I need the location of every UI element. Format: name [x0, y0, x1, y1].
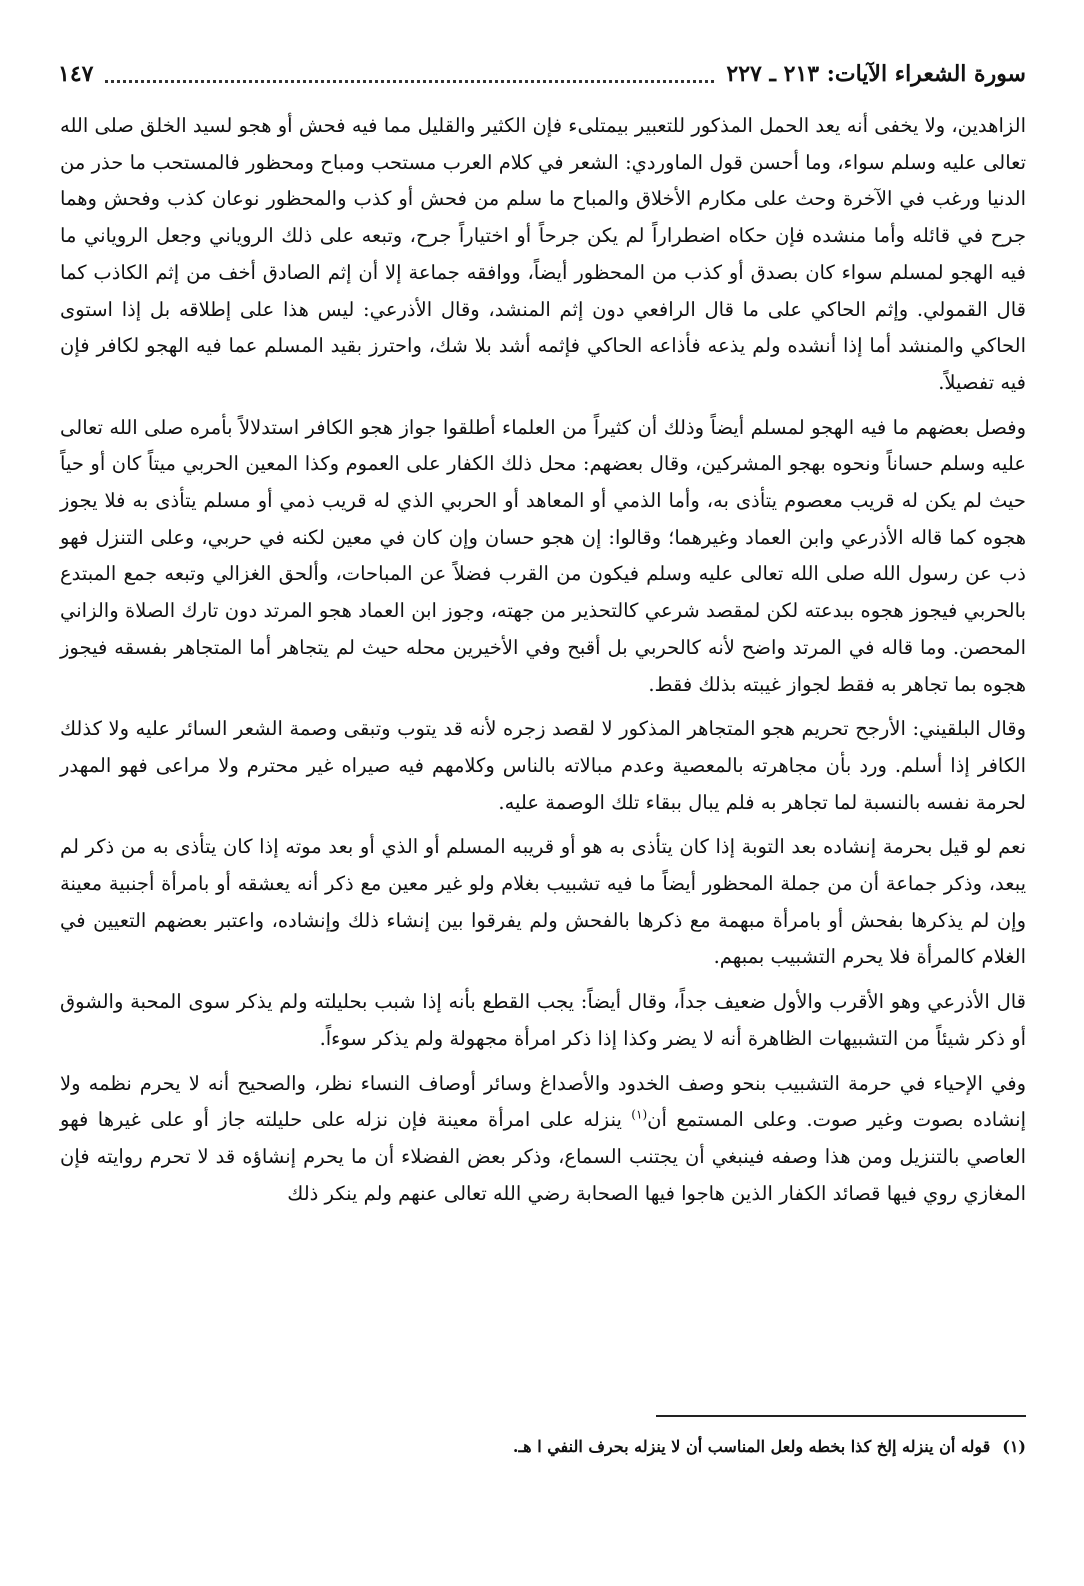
page-number: ١٤٧: [58, 61, 94, 87]
footnote-divider: [656, 1415, 1026, 1417]
paragraph: وقال البلقيني: الأرجح تحريم هجو المتجاهر المذكور لا لقصد زجره لأنه قد يتوب وتبقى وصمة الشعر السائر عليه ولا كذلك الكافر إذا أسلم. ورد بأن مجاهرته بالمعصية وعدم مبالاته بالناس وكلامهم فيه صيراه غير محترم ولا مراعى فهو المهدر لحرمة نفسه بالنسبة لما تجاهر به فلم يبال ببقاء تلك الوصمة عليه.: [60, 717, 1026, 814]
paragraph: الزاهدين، ولا يخفى أنه يعد الحمل المذكور للتعبير بيمتلىء فإن الكثير والقليل مما فيه فحش أو هجو لسيد الخلق صلى الله تعالى عليه وسلم سواء، وما أحسن قول الماوردي: الشعر في كلام العرب مستحب ومباح ومحظور فالمستحب ما حذر من الدنيا ورغب في الآخرة وحث على مكارم الأخلاق والمباح ما سلم من فحش أو كذب والمحظور نوعان كذب وفحش وهما جرح في قائله وأما منشده فإن حكاه اضطراراً لم يكن جرحاً أو اختياراً جرح، وتبعه على ذلك الروياني وجعل الروياني ما فيه الهجو لمسلم سواء كان بصدق أو كذب من المحظور أيضاً، ووافقه جماعة إلا أن إثم الصادق أخف من إثم الكاذب كما قال القمولي. وإثم الحاكي على ما قال الرافعي دون إثم المنشد، وقال الأذرعي: ليس هذا على إطلاقه بل إذا استوى الحاكي والمنشد أما إذا أنشده ولم يذعه فأذاعه الحاكي فإثمه أشد بلا شك، واحترز بقيد المسلم عما فيه الهجو لكافر فإن فيه تفصيلاً.: [60, 114, 1026, 394]
footnote-text: قوله أن ينزله إلخ كذا بخطه ولعل المناسب أن لا ينزله بحرف النفي ا هـ.: [512, 1437, 991, 1456]
leader-dots: [105, 66, 714, 83]
paragraph: نعم لو قيل بحرمة إنشاده بعد التوبة إذا كان يتأذى به هو أو قريبه المسلم أو الذي أو بعد موته إذا كان يتأذى به من ذكر لم يبعد، وذكر جماعة أن من جملة المحظور أيضاً ما فيه تشبيب بغلام ولو غير معين مع ذكر أنه يعشقه أو بامرأة أجنبية معينة وإن لم يذكرها بفحش أو بامرأة مبهمة مع ذكرها بالفحش ولم يفرقوا بين إنشاء ذلك وإنشاده، واعتبر بعضهم التعيين في الغلام كالمرأة فلا يحرم التشبيب بمبهم.: [60, 835, 1026, 969]
page-header: [58, 58, 1026, 90]
paragraph: قال الأذرعي وهو الأقرب والأول ضعيف جداً، وقال أيضاً: يجب القطع بأنه إذا شبب بحليلته ولم يذكر سوى المحبة والشوق أو ذكر شيئاً من التشبيهات الظاهرة أنه لا يضر وكذا إذا ذكر امرأة مجهولة ولم يذكر سوءاً.: [60, 990, 1026, 1050]
running-title: سورة الشعراء الآيات: ٢١٣ ـ ٢٢٧: [726, 61, 1026, 87]
paragraph-with-footnote: [60, 1066, 1026, 1213]
paragraph: وفصل بعضهم ما فيه الهجو لمسلم أيضاً وذلك أن كثيراً من العلماء أطلقوا جواز هجو الكافر استدلالاً بأمره صلى الله تعالى عليه وسلم حساناً ونحوه بهجو المشركين، وقال بعضهم: محل ذلك الكفار على العموم وكذا المعين الحربي ميتاً كان أو حياً حيث لم يكن له قريب معصوم يتأذى به، وأما الذمي أو المعاهد أو الحربي الذي له قريب ذمي أو مسلم يتأذى به فلا يجوز هجوه كما قاله الأذرعي وابن العماد وغيرهما؛ وقالوا: إن هجو حسان وإن كان في معين لكنه في حربي، وعلى التنزل فهو ذب عن رسول الله صلى الله تعالى عليه وسلم فيكون من القرب فضلاً عن المباحات، وألحق الغزالي وتبعه جمع المبتدع بالحربي فيجوز هجوه ببدعته لكن لمقصد شرعي كالتحذير من جهته، وجوز ابن العماد هجو المرتد دون تارك الصلاة والزاني المحصن. وما قاله في المرتد واضح لأنه كالحربي بل أقبح وفي الأخيرين محله حيث لم يتجاهر أما المتجاهر بفسقه فيجوز هجوه بما تجاهر به فقط لجواز غيبته بذلك فقط.: [60, 415, 1026, 696]
footnote-reference[interactable]: (١): [631, 1107, 648, 1122]
footnote-marker: (١): [1002, 1437, 1026, 1456]
footnote: [58, 1434, 1026, 1460]
paragraph-text-after-ref: ينزله على امرأة معينة فإن نزله على حليلته جاز أو على غيرها فهو العاصي بالتنزيل ومن هذا وصفه فينبغي أن يجتنب السماع، وذكر بعض الفضلاء أن ما يحرم إنشاؤه قد لا تحرم روايته فإن المغازي روي فيها قصائد الكفار الذين هاجوا فيها الصحابة رضي الله تعالى عنهم ولم ينكر ذلك: [60, 1108, 1026, 1205]
main-text: [60, 108, 1026, 1220]
paragraph-text-before-ref: وفي الإحياء في حرمة التشبيب بنحو وصف الخدود والأصداغ وسائر أوصاف النساء نظر، والصحيح أنه لا يحرم نظمه ولا إنشاده بصوت وغير صوت. وعلى المستمع أن: [60, 1071, 1026, 1132]
